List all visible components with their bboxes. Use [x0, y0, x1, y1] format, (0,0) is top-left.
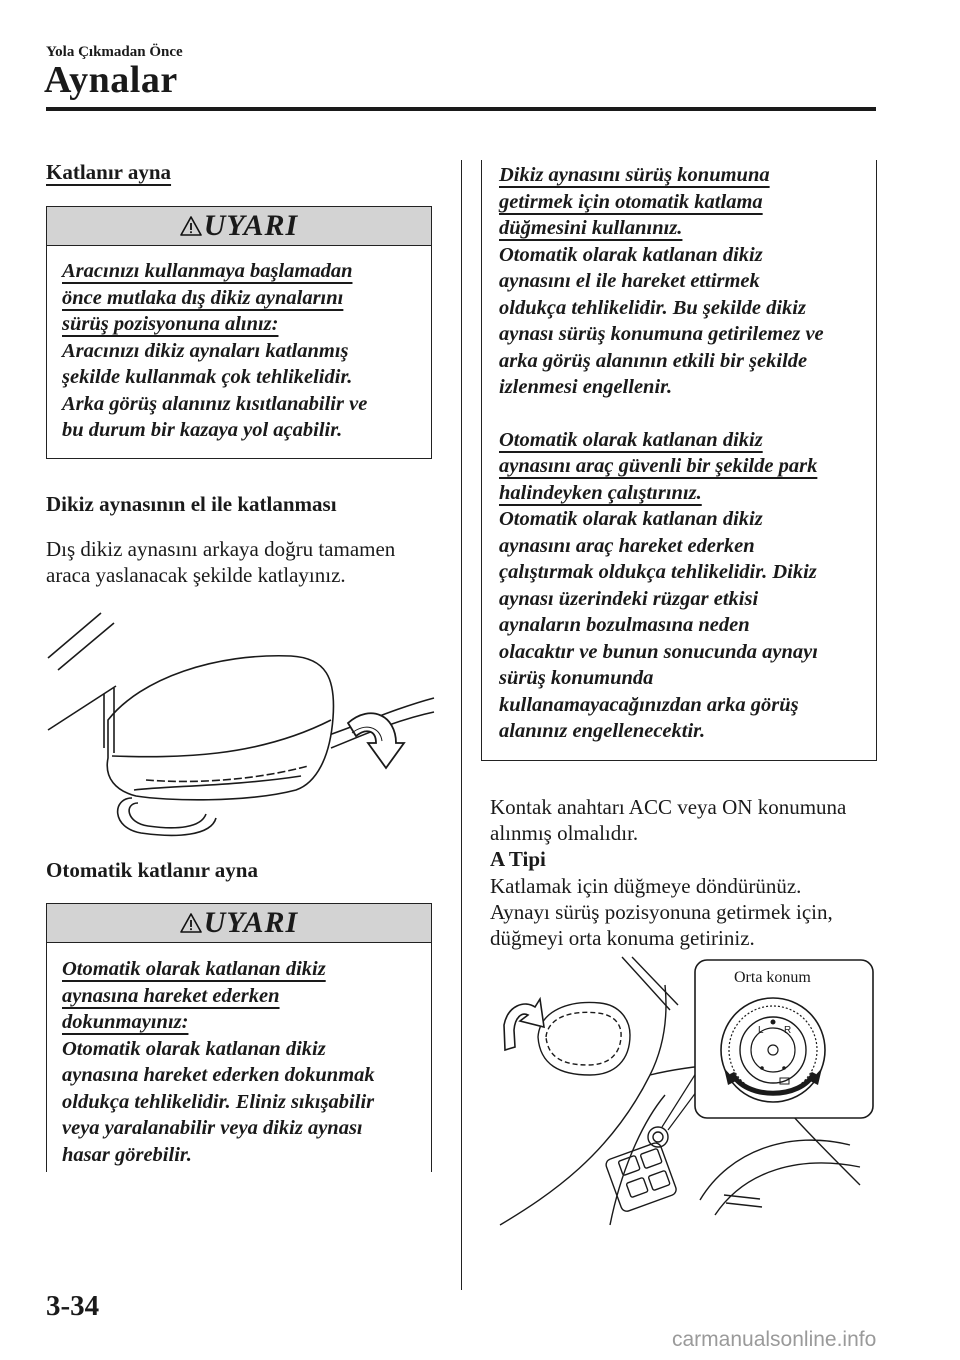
warning-2-text — [62, 956, 422, 1168]
warning-1-text — [62, 258, 422, 444]
warning-triangle-icon — [180, 215, 202, 237]
paragraph-line: Dış dikiz aynasını arkaya doğru tamamen — [46, 537, 396, 561]
warning-line: sürüş pozisyonuna alınız: — [62, 313, 279, 335]
warning-line: Otomatik olarak katlanan dikiz — [499, 243, 763, 266]
paragraph-line: araca yaslanacak şekilde katlayınız. — [46, 563, 346, 587]
warning-label: UYARI — [203, 209, 299, 242]
warning-header — [47, 207, 431, 246]
warning-3-text — [499, 162, 869, 745]
warning-line: Arka görüş alanınız kısıtlanabilir ve — [62, 392, 368, 415]
type-text — [490, 873, 890, 951]
knob-letter-left: L — [758, 1025, 764, 1036]
warning-line: aynasını el ile hareket ettirmek — [499, 270, 760, 292]
kontak-text — [490, 794, 890, 846]
warning-line: halindeyken çalıştırınız. — [499, 481, 702, 504]
paragraph-line: Kontak anahtarı ACC veya ON konumuna — [490, 795, 847, 819]
warning-line: aynasına hareket ederken — [62, 984, 280, 1007]
warning-line: aynasını araç güvenli bir şekilde park — [499, 455, 818, 477]
warning-line: izlenmesi engellenir. — [499, 376, 673, 398]
warning-line: veya yaralanabilir veya dikiz aynası — [62, 1117, 363, 1139]
warning-line: kullanamayacağınızdan arka görüş — [499, 693, 799, 716]
manual-fold-heading: Dikiz aynasının el ile katlanması — [46, 492, 337, 516]
watermark-text: carmanualsonline.info — [672, 1328, 877, 1351]
warning-line: dokunmayınız: — [62, 1011, 189, 1033]
paragraph-line: Aynayı sürüş pozisyonuna getirmek için, — [490, 900, 833, 924]
paragraph-line: Katlamak için düğmeye döndürünüz. — [490, 874, 802, 898]
warning-line: getirmek için otomatik katlama — [499, 190, 763, 213]
warning-line: arka görüş alanının etkili bir şekilde — [499, 349, 808, 372]
column-divider — [461, 160, 462, 1290]
type-heading: A Tipi — [490, 847, 546, 871]
warning-line: düğmesini kullanınız. — [499, 217, 683, 239]
manual-fold-text — [46, 536, 446, 588]
warning-line: şekilde kullanmak çok tehlikelidir. — [62, 366, 353, 388]
section-title: Yola Çıkmadan Önce — [46, 44, 183, 60]
warning-line: çalıştırmak oldukça tehlikelidir. Dikiz — [499, 561, 817, 583]
warning-line: alanınız engellenecektir. — [499, 720, 706, 742]
warning-line: Otomatik olarak katlanan dikiz — [499, 508, 763, 530]
warning-line: sürüş konumunda — [499, 667, 654, 689]
warning-header — [47, 904, 431, 943]
warning-line: olacaktır ve bunun sonucunda aynayı — [499, 640, 818, 663]
warning-triangle-icon — [180, 912, 202, 934]
auto-fold-heading: Otomatik katlanır ayna — [46, 858, 258, 882]
warning-line: önce mutlaka dış dikiz aynalarını — [62, 286, 344, 309]
warning-line: Otomatik olarak katlanan dikiz — [62, 958, 326, 980]
warning-line: Aracınızı kullanmaya başlamadan — [62, 260, 353, 282]
warning-line: aynasına hareket ederken dokunmak — [62, 1064, 375, 1086]
paragraph-line: düğmeyi orta konuma getiriniz. — [490, 926, 755, 950]
warning-line: hasar görebilir. — [62, 1143, 192, 1166]
warning-line: Dikiz aynasını sürüş konumuna — [499, 164, 770, 186]
warning-line: aynaların bozulmasına neden — [499, 614, 750, 636]
middle-position-label: Orta konum — [734, 969, 811, 986]
warning-line: Otomatik olarak katlanan dikiz — [62, 1037, 326, 1060]
warning-line: aynası sürüş konumuna getirilemez ve — [499, 323, 824, 345]
warning-label: UYARI — [203, 906, 299, 939]
page-title: Aynalar — [44, 59, 178, 101]
warning-line: bu durum bir kazaya yol açabilir. — [62, 419, 343, 441]
warning-line: oldukça tehlikelidir. Eliniz sıkışabilir — [62, 1090, 375, 1113]
knob-letter-right: R — [784, 1025, 792, 1036]
warning-line: aynasını araç hareket ederken — [499, 534, 755, 557]
header-rule — [46, 107, 876, 111]
warning-line: aynası üzerindeki rüzgar etkisi — [499, 587, 759, 610]
folding-mirror-heading: Katlanır ayna — [46, 160, 172, 184]
warning-line: Aracınızı dikiz aynaları katlanmış — [62, 339, 349, 362]
page-number: 3-34 — [46, 1290, 100, 1322]
warning-line: Otomatik olarak katlanan dikiz — [499, 428, 763, 451]
door-switch-illustration — [490, 955, 875, 1240]
warning-line: oldukça tehlikelidir. Bu şekilde dikiz — [499, 296, 806, 319]
mirror-fold-illustration — [46, 608, 436, 843]
paragraph-line: alınmış olmalıdır. — [490, 821, 639, 845]
